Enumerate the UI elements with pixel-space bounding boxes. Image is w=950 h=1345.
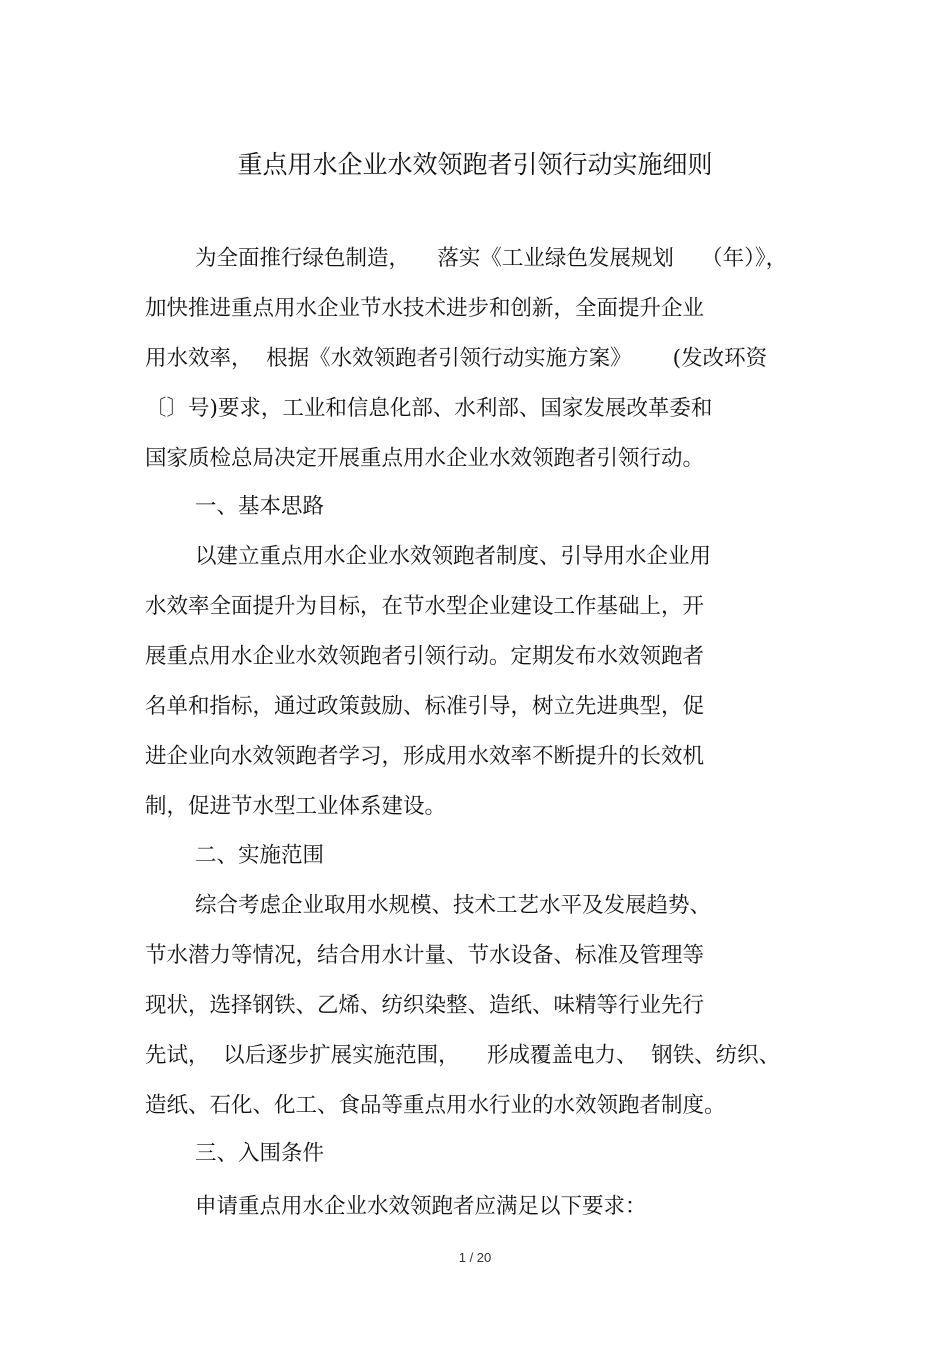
paragraph-line: 申请重点用水企业水效领跑者应满足以下要求： <box>195 1194 647 1219</box>
section-heading: 三、入围条件 <box>195 1141 325 1166</box>
page-number: 1 / 20 <box>458 1250 492 1265</box>
paragraph-line: 加快推进重点用水企业节水技术进步和创新，全面提升企业 <box>145 296 705 321</box>
section-heading: 一、基本思路 <box>195 494 325 519</box>
paragraph-line: 国家质检总局决定开展重点用水企业水效领跑者引领行动。 <box>145 446 705 471</box>
paragraph-line: 名单和指标，通过政策鼓励、标准引导，树立先进典型，促 <box>145 694 705 719</box>
paragraph-line: 用水效率， 根据《水效领跑者引领行动实施方案》 (发改环资 <box>145 346 768 371</box>
paragraph-line: 综合考虑企业取用水规模、技术工艺水平及发展趋势、 <box>195 893 712 918</box>
paragraph-line: 造纸、石化、化工、食品等重点用水行业的水效领跑者制度。 <box>145 1093 726 1118</box>
paragraph-line: 以建立重点用水企业水效领跑者制度、引导用水企业用 <box>195 544 712 569</box>
paragraph-line: 进企业向水效领跑者学习，形成用水效率不断提升的长效机 <box>145 744 705 769</box>
paragraph-line: 展重点用水企业水效领跑者引领行动。定期发布水效领跑者 <box>145 644 705 669</box>
document-title: 重点用水企业水效领跑者引领行动实施细则 <box>237 150 713 179</box>
section-heading: 二、实施范围 <box>195 843 325 868</box>
paragraph-line: 节水潜力等情况，结合用水计量、节水设备、标准及管理等 <box>145 943 705 968</box>
paragraph-line: 〔〕号)要求，工业和信息化部、水利部、国家发展改革委和 <box>145 396 713 421</box>
paragraph-line: 制，促进节水型工业体系建设。 <box>145 794 447 819</box>
paragraph-line: 现状，选择钢铁、乙烯、纺织染整、造纸、味精等行业先行 <box>145 993 705 1018</box>
paragraph-line: 先试， 以后逐步扩展实施范围， 形成覆盖电力、 钢铁、纺织、 <box>145 1043 781 1068</box>
paragraph-line: 为全面推行绿色制造， 落实《工业绿色发展规划 （年）》， <box>195 246 788 271</box>
paragraph-line: 水效率全面提升为目标，在节水型企业建设工作基础上，开 <box>145 594 705 619</box>
